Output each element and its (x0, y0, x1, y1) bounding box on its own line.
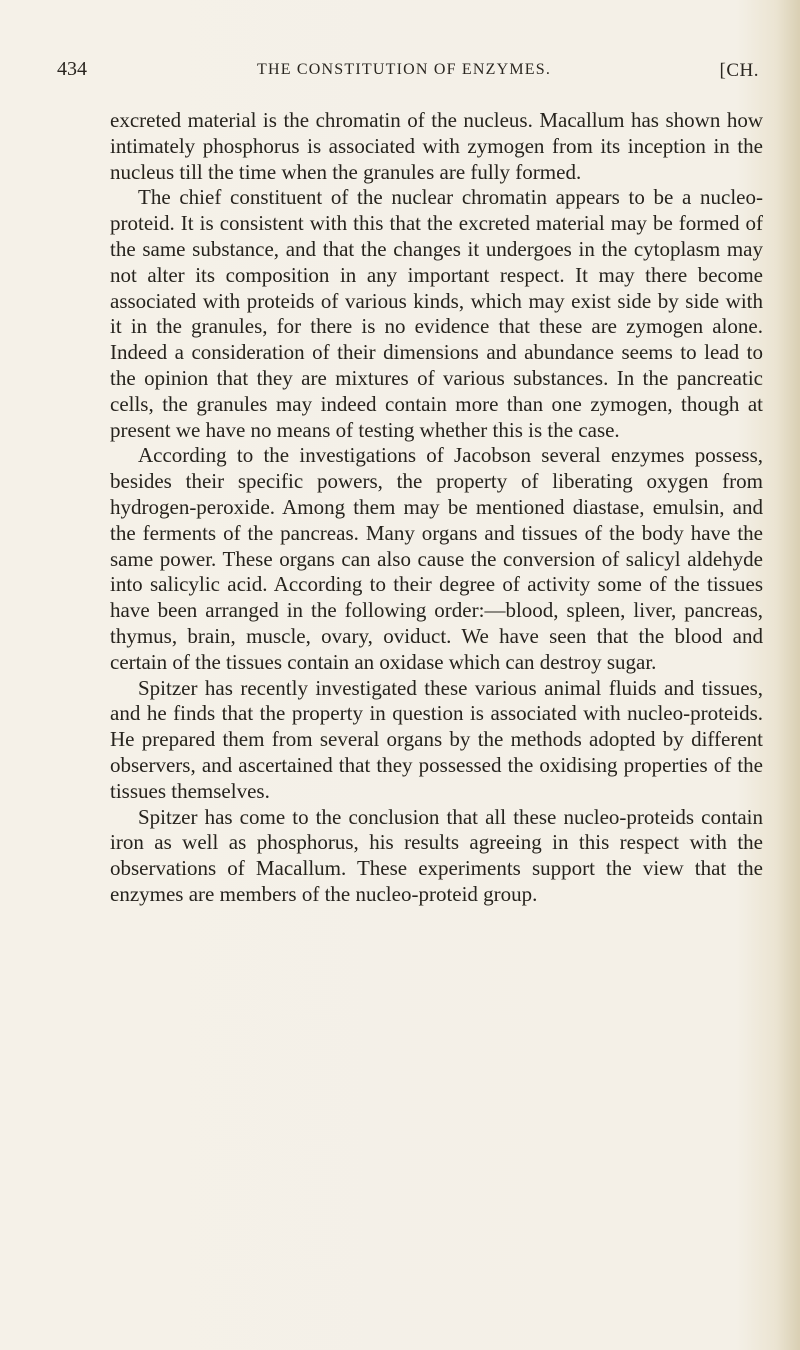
running-title: THE CONSTITUTION OF ENZYMES. (257, 61, 552, 78)
paragraph: The chief constituent of the nuclear chromatin appears to be a nucleo-proteid. It is consistent with this that the excreted material may be formed of the same substance, and that the changes it undergoes in the cytoplasm may not alter its composition in any important respect. It may there become associated with proteids of various kinds, which may exist side by side with it in the granules, for there is no evidence that these are zymogen alone. Indeed a consideration of their dimensions and abundance seems to lead to the opinion that they are mixtures of various substances. In the pancreatic cells, the granules may indeed contain more than one zymogen, though at present we have no means of testing whether this is the case. (110, 185, 763, 442)
paragraph: excreted material is the chromatin of the nucleus. Macallum has shown how intimately phosphorus is associated with zymogen from its inception in the nucleus till the time when the granules are fully formed. (110, 108, 763, 184)
running-header (57, 58, 767, 88)
chapter-mark: [CH. (719, 60, 759, 81)
paragraph: Spitzer has come to the conclusion that all these nucleo-proteids contain iron as well as phosphorus, his results agreeing in this respect with the observations of Macallum. These experiments support the view that the enzymes are members of the nucleo-proteid group. (110, 804, 763, 906)
body-text (110, 108, 763, 908)
paragraph: Spitzer has recently investigated these various animal fluids and tissues, and he finds that the property in question is associated with nucleo-proteids. He prepared them from several organs by the methods adopted by different observers, and ascertained that they possessed the oxidising properties of the tissues themselves. (110, 675, 763, 803)
page-number: 434 (57, 58, 87, 80)
paragraph: According to the investigations of Jacobson several enzymes possess, besides their specific powers, the property of liberating oxygen from hydrogen-peroxide. Among them may be mentioned diastase, emulsin, and the ferments of the pancreas. Many organs and tissues of the body have the same power. These organs can also cause the conversion of salicyl aldehyde into salicylic acid. According to their degree of activity some of the tissues have been arranged in the following order:—blood, spleen, liver, pancreas, thymus, brain, muscle, ovary, oviduct. We have seen that the blood and certain of the tissues contain an oxidase which can destroy sugar. (110, 443, 763, 674)
